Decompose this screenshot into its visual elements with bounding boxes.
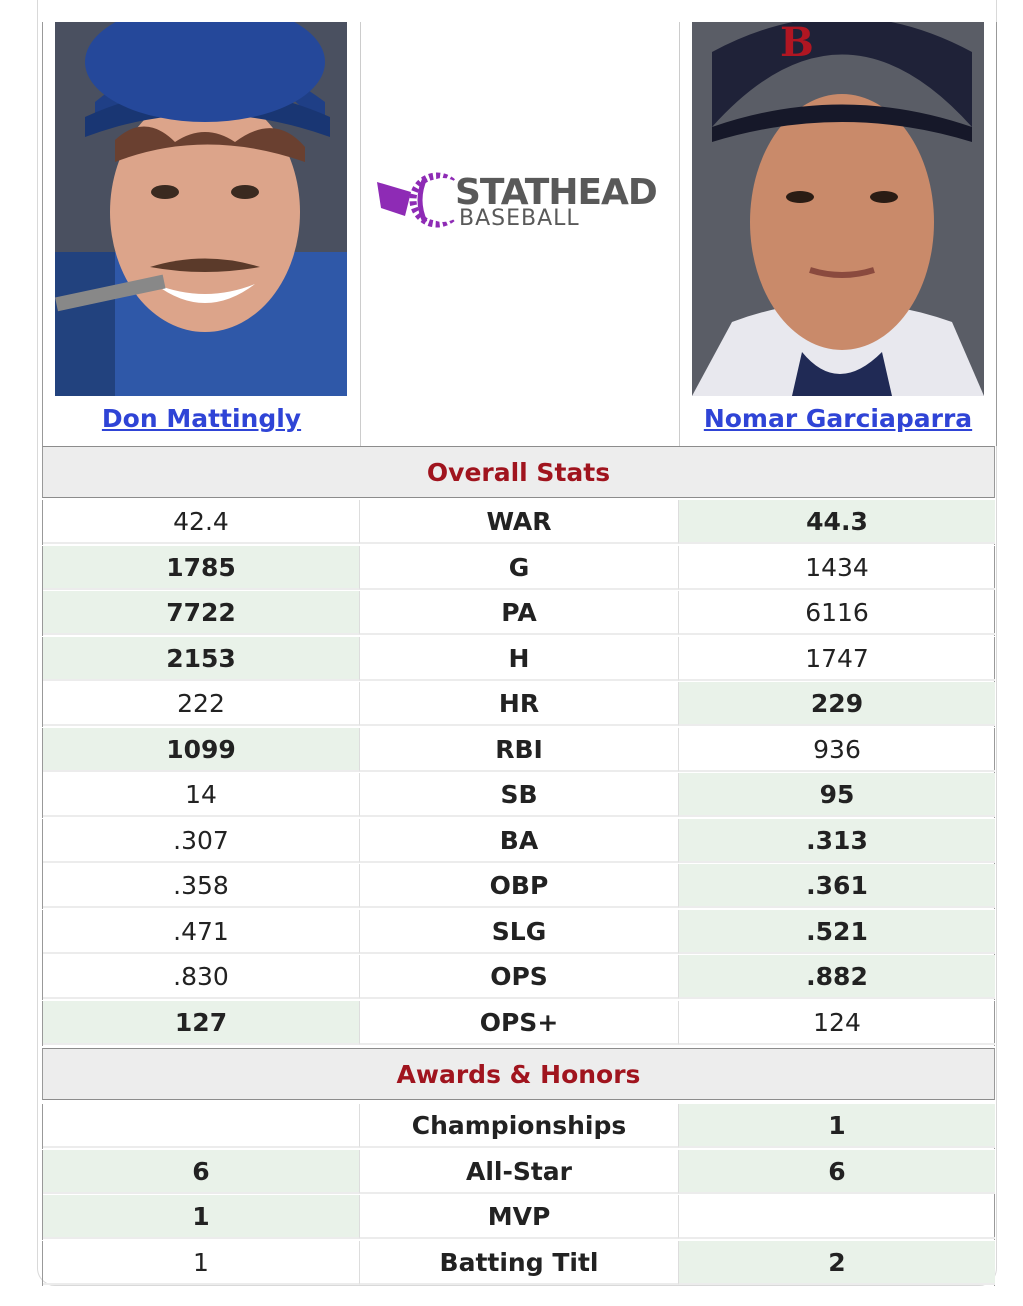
stat-label: WAR: [360, 500, 679, 544]
stat-row-rbi: [42, 728, 995, 773]
left-value: 1785: [43, 546, 360, 590]
stat-row-ops-: [42, 1001, 995, 1046]
stat-row-batting-titl: [42, 1241, 995, 1286]
right-value: 936: [679, 728, 995, 772]
stat-row-ops: [42, 955, 995, 1000]
left-value: 1: [43, 1241, 360, 1285]
right-player-column: [680, 22, 996, 446]
stat-row-hr: [42, 682, 995, 727]
left-value: .471: [43, 910, 360, 954]
stat-label: MVP: [360, 1195, 679, 1239]
right-value: 1434: [679, 546, 995, 590]
stat-label: OPS: [360, 955, 679, 999]
left-value: .307: [43, 819, 360, 863]
stat-row-mvp: [42, 1195, 995, 1240]
right-player-name-link[interactable]: Nomar Garciaparra: [703, 404, 973, 433]
stat-label: OPS+: [360, 1001, 679, 1045]
right-value: 2: [679, 1241, 995, 1285]
stat-row-ba: [42, 819, 995, 864]
player-header: [42, 22, 997, 446]
stat-row-all-star: [42, 1150, 995, 1195]
right-value: .521: [679, 910, 995, 954]
stat-label: BA: [360, 819, 679, 863]
left-value: 1: [43, 1195, 360, 1239]
left-value: 14: [43, 773, 360, 817]
logo-column: [361, 22, 680, 446]
stat-row-championships: [42, 1104, 995, 1149]
logo-wordmark: STATHEAD: [455, 172, 657, 213]
left-value: 127: [43, 1001, 360, 1045]
stat-label: SB: [360, 773, 679, 817]
right-value: [679, 1195, 995, 1239]
stat-label: Batting Titl: [360, 1241, 679, 1285]
left-value: 222: [43, 682, 360, 726]
left-value: 7722: [43, 591, 360, 635]
stat-label: Championships: [360, 1104, 679, 1148]
left-value: .830: [43, 955, 360, 999]
stat-row-sb: [42, 773, 995, 818]
stat-label: OBP: [360, 864, 679, 908]
svg-text:B: B: [780, 22, 814, 66]
right-value: .361: [679, 864, 995, 908]
left-value: .358: [43, 864, 360, 908]
stat-row-pa: [42, 591, 995, 636]
left-value: 2153: [43, 637, 360, 681]
right-value: 1: [679, 1104, 995, 1148]
stat-label: PA: [360, 591, 679, 635]
left-player-name-link[interactable]: Don Mattingly: [101, 404, 302, 433]
right-value: 95: [679, 773, 995, 817]
left-value: 42.4: [43, 500, 360, 544]
left-value: 1099: [43, 728, 360, 772]
stat-label: H: [360, 637, 679, 681]
stat-label: RBI: [360, 728, 679, 772]
right-value: .882: [679, 955, 995, 999]
stat-row-h: [42, 637, 995, 682]
right-value: .313: [679, 819, 995, 863]
stat-row-obp: [42, 864, 995, 909]
right-value: 6: [679, 1150, 995, 1194]
right-value: 1747: [679, 637, 995, 681]
stat-row-slg: [42, 910, 995, 955]
right-value: 6116: [679, 591, 995, 635]
logo-subtitle: BASEBALL: [459, 206, 580, 231]
stat-label: All-Star: [360, 1150, 679, 1194]
stathead-logo: [375, 170, 670, 230]
left-player-column: [43, 22, 361, 446]
stathead-baseball-icon: [375, 170, 455, 230]
right-value: 124: [679, 1001, 995, 1045]
stat-label: G: [360, 546, 679, 590]
section-header-overall-stats: Overall Stats: [42, 446, 995, 498]
stat-row-war: [42, 500, 995, 545]
left-value: [43, 1104, 360, 1148]
right-value: 229: [679, 682, 995, 726]
stat-label: HR: [360, 682, 679, 726]
stat-row-g: [42, 546, 995, 591]
left-value: 6: [43, 1150, 360, 1194]
right-value: 44.3: [679, 500, 995, 544]
left-player-photo[interactable]: [55, 22, 347, 396]
right-player-photo[interactable]: [692, 22, 984, 396]
stat-label: SLG: [360, 910, 679, 954]
section-header-awards: Awards & Honors: [42, 1048, 995, 1100]
